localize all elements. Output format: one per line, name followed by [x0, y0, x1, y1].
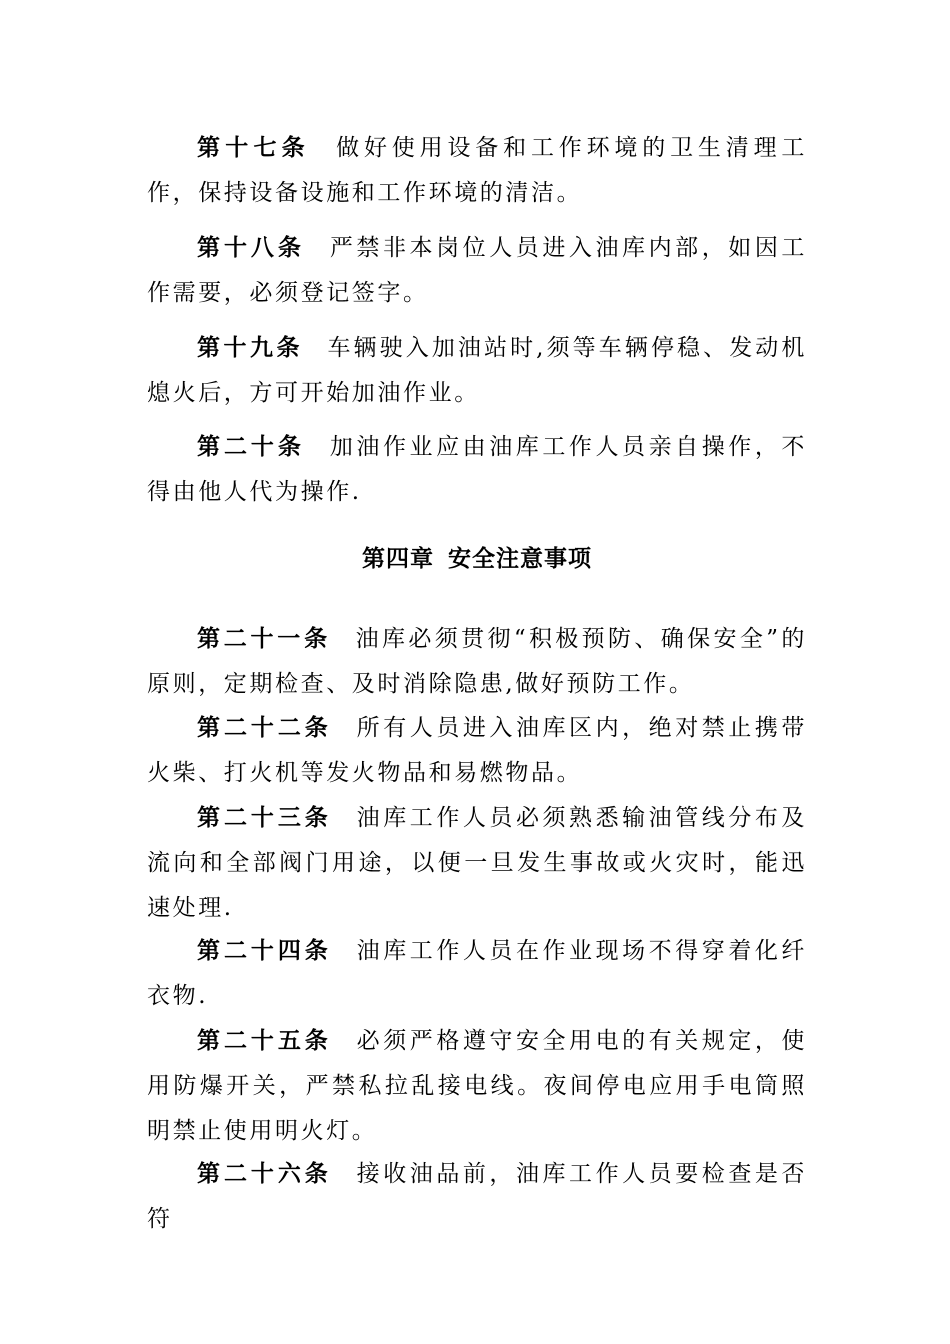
- article-number: 第十九条: [197, 335, 303, 361]
- article-text: 接收油品前，油库工作人员要检查是否符: [147, 1161, 808, 1232]
- article-number: 第十八条: [197, 235, 305, 261]
- article-text: 严禁非本岗位人员进入油库内部，如因工作需要，必须登记签字。: [147, 235, 807, 306]
- article-21: [147, 617, 807, 707]
- article-number: 第二十六条: [197, 1161, 332, 1187]
- article-18: [147, 226, 807, 316]
- article-24: [147, 929, 807, 1019]
- article-text: 油库工作人员必须熟悉输油管线分布及流向和全部阀门用途，以便一旦发生事故或火灾时，能迅速处理.: [147, 805, 808, 921]
- article-number: 第二十四条: [197, 938, 332, 964]
- chapter-number: 第四章: [362, 546, 434, 572]
- article-text: 必须严格遵守安全用电的有关规定，使用防爆开关，严禁私拉乱接电线。夜间停电应用手电筒照明禁止使用明火灯。: [147, 1028, 808, 1144]
- article-number: 第二十五条: [197, 1028, 332, 1054]
- article-number: 第二十一条: [197, 626, 331, 652]
- article-text: 油库工作人员在作业现场不得穿着化纤衣物.: [147, 938, 808, 1009]
- article-text: 油库必须贯彻“积极预防、确保安全”的原则，定期检查、及时消除隐患,做好预防工作。: [147, 626, 807, 697]
- article-text: 所有人员进入油库区内，绝对禁止携带火柴、打火机等发火物品和易燃物品。: [147, 715, 808, 786]
- article-text: 车辆驶入加油站时,须等车辆停稳、发动机熄火后，方可开始加油作业。: [147, 335, 807, 406]
- chapter-heading: [147, 537, 807, 582]
- article-25: [147, 1019, 807, 1154]
- article-number: 第二十二条: [197, 715, 332, 741]
- article-text: 加油作业应由油库工作人员亲自操作，不得由他人代为操作.: [147, 434, 807, 505]
- article-26: [147, 1152, 807, 1242]
- article-23: [147, 796, 807, 931]
- article-17: [147, 126, 807, 216]
- article-number: 第二十条: [197, 434, 305, 460]
- article-number: 第二十三条: [197, 805, 332, 831]
- article-text: 做好使用设备和工作环境的卫生清理工作，保持设备设施和工作环境的清洁。: [147, 135, 808, 206]
- article-number: 第十七条: [197, 135, 310, 161]
- article-22: [147, 706, 807, 796]
- chapter-title: 安全注意事项: [448, 546, 592, 572]
- article-19: [147, 326, 807, 416]
- article-20: [147, 425, 807, 515]
